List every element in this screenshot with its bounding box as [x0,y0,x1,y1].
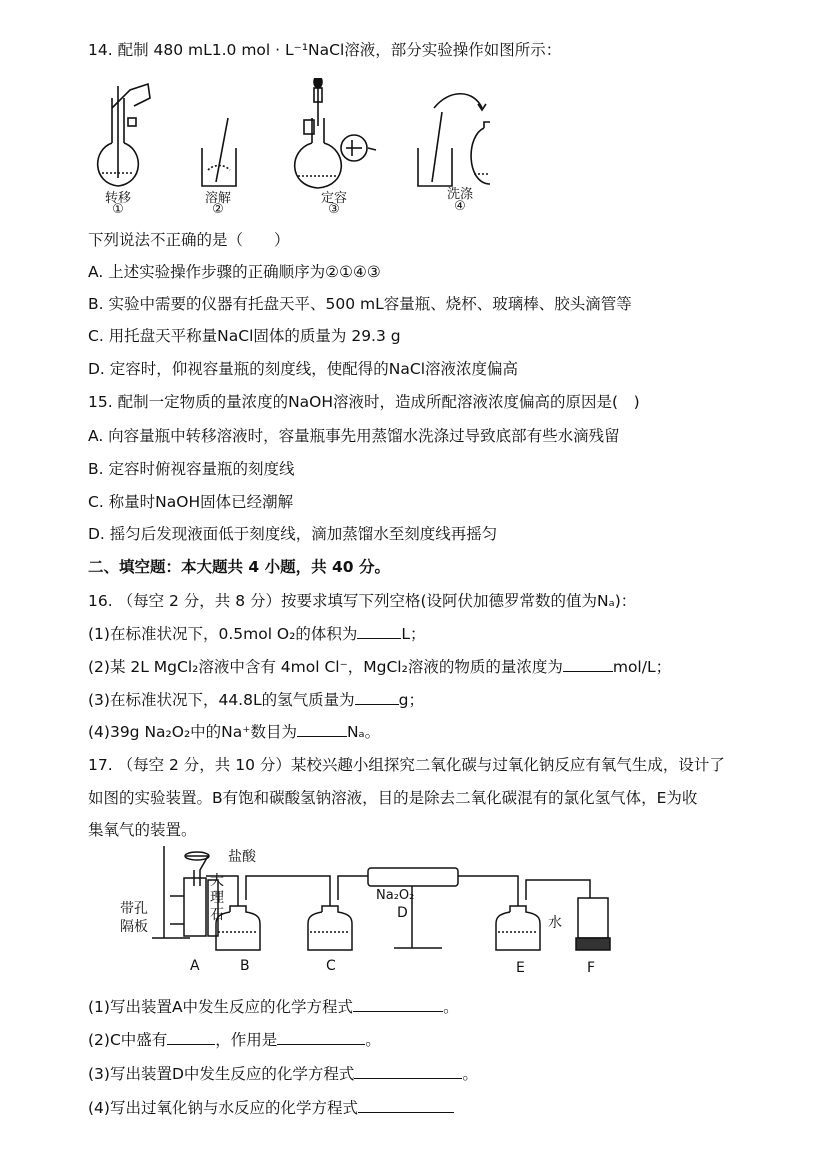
q15-option-b: B. 定容时俯视容量瓶的刻度线 [88,460,295,478]
q14-option-b: B. 实验中需要的仪器有托盘天平、500 mL容量瓶、烧杯、玻璃棒、胶头滴管等 [88,295,632,313]
marble-label-1: 大 [210,873,224,889]
answer-blank[interactable] [563,657,613,672]
q14-option-d: D. 定容时，仰视容量瓶的刻度线，使配得的NaCl溶液浓度偏高 [88,360,519,378]
step3-num: ③ [328,202,340,217]
q17-stem-line1: 17. （每空 2 分，共 10 分）某校兴趣小组探究二氧化碳与过氧化钠反应有氧气生成，设计了 [88,756,725,774]
label-f: F [587,960,596,976]
q17-item-3: (3)写出装置D中发生反应的化学方程式 。 [88,1065,478,1083]
plate-label-1: 带孔 [120,901,148,917]
marble-label-2: 理 [210,890,224,906]
q17-item-4: (4)写出过氧化钠与水反应的化学方程式 [88,1096,454,1118]
q15-option-a: A. 向容量瓶中转移溶液时，容量瓶事先用蒸馏水洗涤过导致底部有些水滴残留 [88,427,620,445]
section-heading: 二、填空题：本大题共 4 小题，共 40 分。 [88,558,390,576]
answer-blank[interactable] [355,690,399,705]
label-c: C [326,958,336,974]
answer-blank[interactable] [354,1064,462,1079]
answer-blank[interactable] [167,1030,215,1045]
q15-option-c: C. 称量时NaOH固体已经潮解 [88,493,294,511]
q16-item-1: (1)在标准状况下，0.5mol O₂的体积为 L； [88,625,426,643]
marble-label-3: 石 [210,907,224,923]
water-label: 水 [548,915,562,931]
answer-blank[interactable] [353,997,443,1012]
q17-stem-line3: 集氧气的装置。 [88,821,197,839]
label-d: D [397,905,408,921]
step1-label: 转移 [104,191,131,206]
step1-num: ① [112,202,124,217]
label-e: E [516,960,525,976]
q17-item-2: (2)C中盛有 ，作用是 。 [88,1031,381,1049]
q16-item-4: (4)39g Na₂O₂中的Na⁺数目为 Nₐ。 [88,723,381,741]
answer-blank[interactable] [357,624,401,639]
step2-label: 溶解 [204,191,231,206]
q14-prompt: 下列说法不正确的是（ ） [88,231,290,249]
q17-item-1: (1)写出装置A中发生反应的化学方程式 。 [88,998,459,1016]
acid-label: 盐酸 [228,849,256,865]
label-a: A [190,958,200,974]
step3-label: 定容 [320,191,347,206]
answer-blank[interactable] [358,1098,454,1113]
answer-blank[interactable] [297,722,347,737]
step4-label: 洗涤 [446,187,473,202]
q14-stem: 14. 配制 480 mL1.0 mol · L⁻¹NaCl溶液，部分实验操作如图所示： [88,41,562,59]
q16-item-2: (2)某 2L MgCl₂溶液中含有 4mol Cl⁻，MgCl₂溶液的物质的量浓度为 mol/L； [88,658,672,676]
step2-num: ② [212,202,224,217]
q15-stem: 15. 配制一定物质的量浓度的NaOH溶液时，造成所配溶液浓度偏高的原因是( ) [88,393,640,411]
q14-option-a: A. 上述实验操作步骤的正确顺序为②①④③ [88,263,381,281]
q16-item-3: (3)在标准状况下，44.8L的氢气质量为 g； [88,691,424,709]
label-b: B [240,958,250,974]
q15-option-d: D. 摇匀后发现液面低于刻度线，滴加蒸馏水至刻度线再摇匀 [88,525,498,543]
step4-num: ④ [454,199,466,214]
answer-blank[interactable] [277,1030,365,1045]
q17-stem-line2: 如图的实验装置。B有饱和碳酸氢钠溶液，目的是除去二氧化碳混有的氯化氢气体，E为收 [88,789,698,807]
q14-option-c: C. 用托盘天平称量NaCl固体的质量为 29.3 g [88,327,401,345]
q14-figure [90,78,490,218]
reagent-label: Na₂O₂ [376,888,415,903]
q16-stem: 16. （每空 2 分，共 8 分）按要求填写下列空格(设阿伏加德罗常数的值为Nₐ)： [88,592,637,610]
plate-label-2: 隔板 [120,919,148,935]
